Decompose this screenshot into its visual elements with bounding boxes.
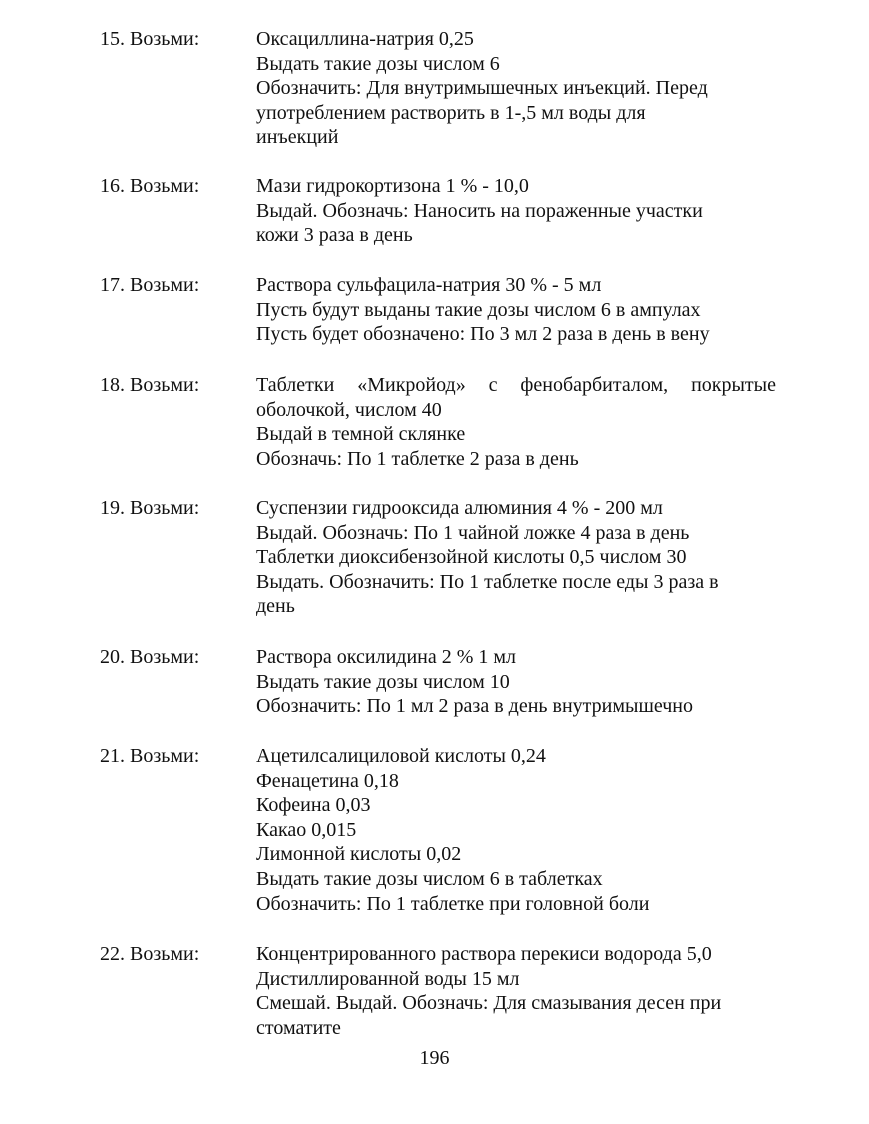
- prescription-line: Оксациллина-натрия 0,25: [256, 28, 474, 50]
- prescription-line: Выдай. Обозначь: Наносить на пораженные участки: [256, 199, 703, 222]
- prescription-line: Обозначь: По 1 таблетке 2 раза в день: [256, 447, 579, 470]
- prescription-line: день: [256, 595, 295, 618]
- prescription-number: 22. Возьми:: [100, 943, 200, 965]
- prescription-line: Обозначить: Для внутримышечных инъекций. Перед: [256, 77, 708, 100]
- prescription-line: Таблетки «Микройод» с фенобарбиталом, покрытые: [256, 374, 776, 396]
- prescription-text: [256, 174, 776, 248]
- prescription-line: Смешай. Выдай. Обозначь: Для смазывания десен при: [256, 992, 722, 1015]
- prescription-number: 19. Возьми:: [100, 497, 200, 519]
- prescription-text: [256, 27, 776, 150]
- prescription-line: стоматите: [256, 1016, 341, 1039]
- prescription-line: Таблетки диоксибензойной кислоты 0,5 числом 30: [256, 546, 687, 569]
- prescription-text: [256, 744, 776, 916]
- prescription-line: Пусть будут выданы такие дозы числом 6 в ампулах: [256, 298, 701, 321]
- prescription-line: Выдай в темной склянке: [256, 423, 466, 446]
- prescription-line: Лимонной кислоты 0,02: [256, 843, 462, 866]
- prescription-line: Обозначить: По 1 мл 2 раза в день внутримышечно: [256, 695, 694, 718]
- prescription-line: Кофеина 0,03: [256, 794, 371, 817]
- prescription-number: 20. Возьми:: [100, 646, 200, 668]
- prescription-line: Обозначить: По 1 таблетке при головной боли: [256, 892, 650, 915]
- prescription-line: оболочкой, числом 40: [256, 398, 442, 421]
- prescription-line: Концентрированного раствора перекиси водорода 5,0: [256, 943, 712, 965]
- prescription-number: 21. Возьми:: [100, 745, 200, 767]
- prescription-line: употреблением растворить в 1-,5 мл воды для: [256, 101, 646, 124]
- prescription-line: Выдать такие дозы числом 6 в таблетках: [256, 867, 603, 890]
- prescription-line: Выдать. Обозначить: По 1 таблетке после еды 3 раза в: [256, 570, 719, 593]
- prescription-line: Раствора оксилидина 2 % 1 мл: [256, 646, 517, 668]
- prescription-line: Выдай. Обозначь: По 1 чайной ложке 4 раза в день: [256, 521, 690, 544]
- prescription-text: [256, 645, 776, 719]
- prescription-line: Дистиллированной воды 15 мл: [256, 967, 520, 990]
- page-number: 196: [419, 1047, 450, 1069]
- prescription-line: Какао 0,015: [256, 818, 357, 841]
- prescription-text: [256, 942, 776, 1040]
- prescription-line: Раствора сульфацила-натрия 30 % - 5 мл: [256, 274, 602, 296]
- prescription-line: Пусть будет обозначено: По 3 мл 2 раза в день в вену: [256, 323, 710, 346]
- prescription-line: Выдать такие дозы числом 6: [256, 52, 500, 75]
- prescription-line: Мази гидрокортизона 1 % - 10,0: [256, 175, 529, 197]
- prescription-line: Ацетилсалициловой кислоты 0,24: [256, 745, 546, 767]
- prescription-line: кожи 3 раза в день: [256, 224, 413, 247]
- prescription-text: [256, 373, 776, 471]
- prescription-line: Выдать такие дозы числом 10: [256, 670, 510, 693]
- prescription-line: инъекций: [256, 126, 339, 149]
- prescription-number: 16. Возьми:: [100, 175, 200, 197]
- prescription-number: 18. Возьми:: [100, 374, 200, 396]
- prescription-number: 15. Возьми:: [100, 28, 200, 50]
- prescription-line: Фенацетина 0,18: [256, 769, 399, 792]
- prescription-text: [256, 496, 776, 619]
- prescription-line: Суспензии гидрооксида алюминия 4 % - 200 мл: [256, 497, 663, 519]
- prescription-text: [256, 273, 776, 347]
- prescription-number: 17. Возьми:: [100, 274, 200, 296]
